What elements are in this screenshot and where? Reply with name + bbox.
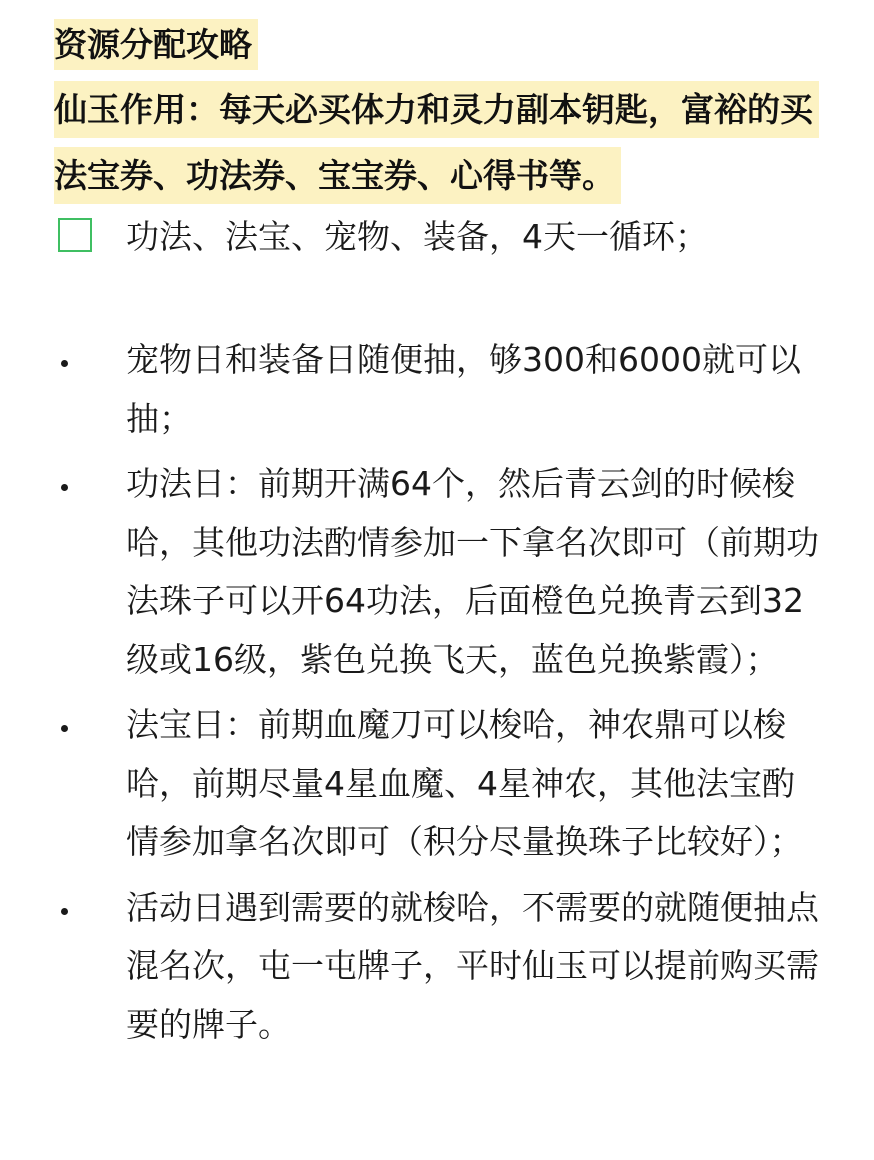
intro-text: 仙玉作用：每天必买体力和灵力副本钥匙，富裕的买法宝券、功法券、宝宝券、心得书等。: [54, 81, 819, 204]
list-item: [0, 879, 874, 1055]
bullet-icon: [61, 908, 68, 915]
intro-block: [54, 80, 824, 212]
bullet-icon: [61, 484, 68, 491]
heading-title: 资源分配攻略: [54, 19, 258, 70]
list-item-text: 宠物日和装备日随便抽，够300和6000就可以抽；: [126, 340, 801, 438]
bullet-icon: [61, 725, 68, 732]
todo-checkbox[interactable]: [58, 218, 92, 252]
bullet-icon: [61, 360, 68, 367]
heading-block: [54, 18, 258, 78]
list-item: [0, 455, 874, 689]
todo-item: [58, 214, 818, 260]
todo-text: 功法、法宝、宠物、装备，4天一循环；: [126, 217, 708, 256]
list-item-text: 法宝日：前期血魔刀可以梭哈，神农鼎可以梭哈，前期尽量4星血魔、4星神农，其他法宝酌情参加拿名次即可（积分尽量换珠子比较好）；: [126, 705, 803, 861]
list-item-text: 功法日：前期开满64个，然后青云剑的时候梭哈，其他功法酌情参加一下拿名次即可（前期功法珠子可以开64功法，后面橙色兑换青云到32级或16级，紫色兑换飞天，蓝色兑换紫霞）；: [126, 464, 819, 679]
list-item: [0, 696, 874, 872]
list-item-text: 活动日遇到需要的就梭哈，不需要的就随便抽点混名次，屯一屯牌子，平时仙玉可以提前购买需要的牌子。: [126, 887, 819, 1044]
list-item: [0, 331, 874, 448]
bullet-list: [0, 331, 874, 1061]
